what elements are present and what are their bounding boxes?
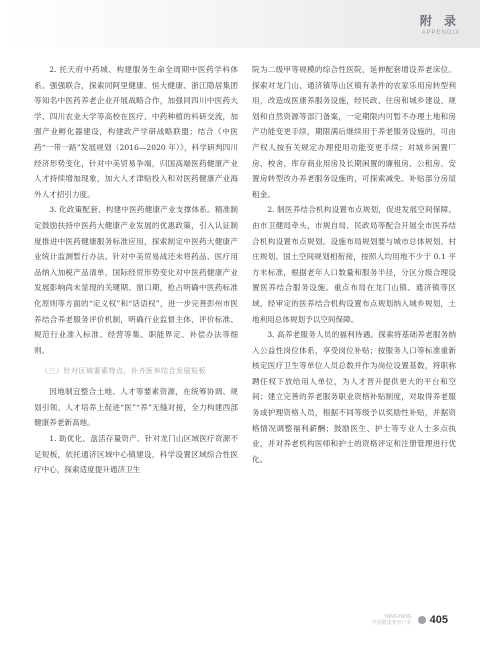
footer-brand [372,614,412,626]
section-title-en: APPENDIX [421,30,460,36]
section-header [420,12,460,36]
page-footer [372,612,448,628]
section-title: 附 录 [419,14,460,28]
paragraph: 2. 制医养结合机构设置布点规划，促进发展空间保障。由市卫健局牵头，市规自局、民政局等配合开展全市医养结合机构设置布点规划。设施布局规划要与城市总体规划、村庄规划、国土空间规划相衔接，按照人均用地不少于 0.1 平方米标准，根据老年人口数量和服务半径，分区分级合理设置医养结合服务设施。重点布局在龙门山镇、通济镇等区域，经审定的医养结合机构设置布点规划纳入城乡规划，土地利用总体规划予以空间保障。 [252,205,456,324]
right-column [252,62,456,467]
header-band [0,0,480,48]
paragraph: 1. 助优化、盘活存量资产。针对龙门山区域医疗资源不足短板，依托通济区域中心镇建设，科学设置区域综合性医疗中心，探索适度提升通济卫生 [34,434,238,475]
footer-brand-line: 中国健康养老产业 [371,620,412,626]
paragraph: 2. 托天府中药城、构建服务生命全周期中医药学科体系。强强联合，探索同阿里健康、恒大健康、浙江隐居集团等知名中医药养老企业开展战略合作，加强同四川中医药大学、四川农业大学等高校在医疗、中药种植的科研交流，加强产业孵化器建设，构建政产学研战略联盟；结合《中医药“一带一路”发展规划（2016—2020 年）》，科学研判四川经济形势变化，针对中美贸易争端，归国高端医药健康产业人才持续增加现象，加大人才津贴投入和对医药健康产业海外人才招引力度。 [34,65,238,199]
left-column [34,62,238,478]
circle-icon [418,616,426,624]
subheading: （三）针对区域要素特点，补齐医养结合发展短板 [41,367,206,376]
paragraph: 3. 高养老服务人员的福利待遇。探索将基础养老服务纳入公益性岗位体系，享受岗位补贴；按服务人口等标准重新核定医疗卫生等单位人员总数并作为岗位设置基数，将职称聘任权下放给用人单位，为人才晋升提供更大的平台和空间；建立完善的养老服务职业资格补贴制度，对取得养老服务或护理资格人员，根据不同等级予以奖励性补贴，并据资格情况调整福利薪酬；鼓励医生、护士等专业人士多点执业，并对养老机构医师和护士的资格评定和注册管理进行优化。 [252,330,456,464]
paragraph: 3. 化政策配套、构建中医药健康产业支撑体系。精准制定鼓励扶持中医药大健康产业发展的优惠政策，引入认证制度推进中医药健康服务标准应用，探索制定中医药大健康产业统计监测暂行办法。针对中美贸易战还未将药品、医疗用品纳入加税产品清单，国际经贸形势变化对中医药健康产业发展影响尚未显现的关键期、窗口期，抢占明确中医药标准化原则等方面的“定义权”和“话语权”，进一步完善彭州市医养结合养老服务评价机制，明确行业监督主体、评价标准、规范行业准入标准、经营等集、职能界定、补偿办法等细则。 [34,205,238,355]
page-number: 405 [429,614,448,626]
paragraph: 因地制宜整合土地、人才等要素资源，在统筹协调、规划引领、人才培养上促进“医”“养”无缝对接，全力构建西部健康养老新高地。 [34,387,238,428]
paragraph: 院为二级甲等规模的综合性医院，延伸配套增设养老床位。探索对龙门山、通济镇等山区镇有条件的农家乐用房转型利用，改造成医康养服务设施，经民政、住房和城乡建设、规划和自然资源等部门备案，一定期限内可暂不办理土地和房产功能变更手续，期限满后继续用于养老服务设施的，可由产权人按有关规定办理使用功能变更手续；对城乡闲置厂房、校舍、库存商业用房及长期闲置的廉租房、公租房、安置房转型改办养老服务设施的，可探索减免、补贴部分房屋租金。 [252,65,456,199]
footer-brand-line: YANGYANG [384,614,412,620]
